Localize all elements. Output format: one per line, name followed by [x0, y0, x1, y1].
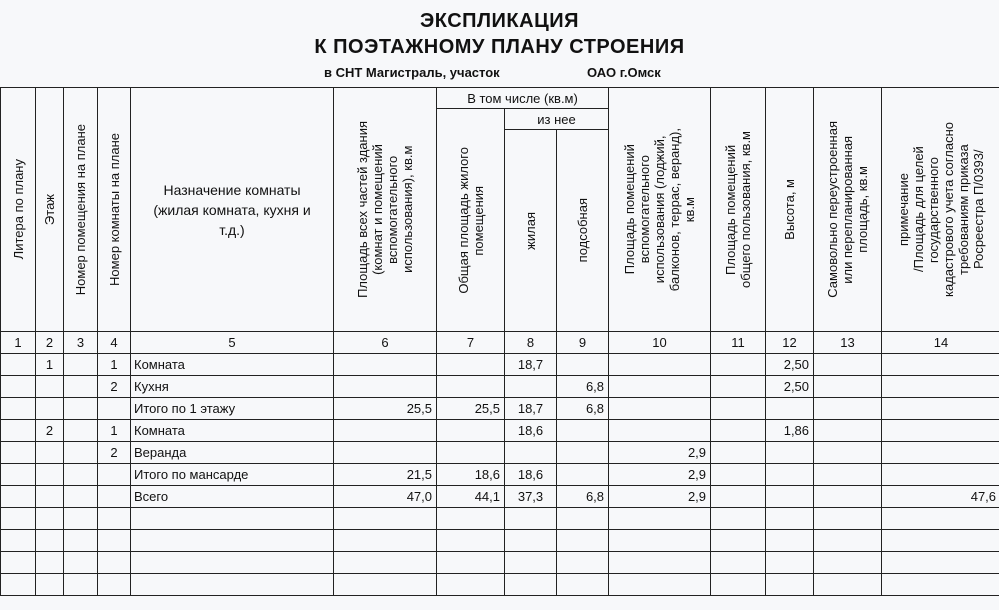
table-cell: 25,5	[437, 398, 505, 420]
table-cell	[505, 530, 557, 552]
column-number-row	[1, 332, 999, 354]
table-cell	[1, 420, 36, 442]
table-cell	[1, 376, 36, 398]
table-cell: 1,86	[766, 420, 814, 442]
col-number: 13	[814, 332, 882, 354]
table-cell	[437, 574, 505, 596]
table-cell	[814, 464, 882, 486]
table-cell	[131, 530, 334, 552]
table-cell	[437, 552, 505, 574]
table-cell: Веранда	[131, 442, 334, 464]
table-cell	[711, 442, 766, 464]
table-cell	[36, 398, 64, 420]
table-cell	[766, 442, 814, 464]
col-number: 12	[766, 332, 814, 354]
table-cell	[131, 508, 334, 530]
table-cell	[1, 508, 36, 530]
table-cell: 1	[36, 354, 64, 376]
organization-label: ОАО г.Омск	[587, 65, 661, 80]
table-cell: Итого по 1 этажу	[131, 398, 334, 420]
table-cell	[334, 552, 437, 574]
col-header-litera: Литера по плану	[1, 88, 36, 332]
table-cell	[557, 442, 609, 464]
col-number: 4	[98, 332, 131, 354]
table-cell	[1, 442, 36, 464]
table-cell: 25,5	[334, 398, 437, 420]
table-cell	[609, 398, 711, 420]
table-row	[1, 398, 999, 420]
table-cell: 47,6	[882, 486, 999, 508]
col-header-note: примечание /Площадь для целей государственного кадастрового учета согласно требованиям приказа Росреестра П/0393/	[882, 88, 999, 332]
table-cell	[505, 508, 557, 530]
table-row	[1, 354, 999, 376]
table-cell: 18,7	[505, 354, 557, 376]
table-cell	[64, 464, 98, 486]
table-cell	[437, 508, 505, 530]
table-cell	[711, 552, 766, 574]
table-cell	[766, 486, 814, 508]
table-cell	[766, 464, 814, 486]
col-header-height: Высота, м	[766, 88, 814, 332]
table-cell	[557, 530, 609, 552]
table-cell	[64, 486, 98, 508]
table-cell	[814, 420, 882, 442]
table-cell: 44,1	[437, 486, 505, 508]
table-cell	[882, 530, 999, 552]
table-cell	[437, 530, 505, 552]
table-cell: 18,7	[505, 398, 557, 420]
table-cell	[98, 552, 131, 574]
table-cell	[36, 464, 64, 486]
table-row	[1, 464, 999, 486]
table-cell	[882, 574, 999, 596]
table-cell	[36, 442, 64, 464]
table-cell	[711, 464, 766, 486]
col-number: 3	[64, 332, 98, 354]
col-number: 14	[882, 332, 999, 354]
table-cell	[711, 420, 766, 442]
table-cell	[36, 530, 64, 552]
table-cell	[814, 376, 882, 398]
col-number: 11	[711, 332, 766, 354]
table-cell	[814, 574, 882, 596]
table-cell	[437, 420, 505, 442]
table-cell	[64, 574, 98, 596]
table-cell	[64, 552, 98, 574]
table-cell	[711, 530, 766, 552]
table-cell	[131, 552, 334, 574]
col-header-auxiliary-area: Площадь помещений вспомогательного использования (лоджий, балконов, террас, веранд), кв.м	[609, 88, 711, 332]
table-cell	[64, 420, 98, 442]
table-cell	[609, 552, 711, 574]
table-cell	[1, 486, 36, 508]
table-cell	[505, 442, 557, 464]
table-cell	[814, 398, 882, 420]
table-cell	[36, 486, 64, 508]
col-group-including: В том числе (кв.м)	[437, 88, 609, 109]
table-cell	[64, 398, 98, 420]
table-cell	[64, 354, 98, 376]
table-cell	[98, 508, 131, 530]
table-cell	[609, 376, 711, 398]
col-header-utility: подсобная	[557, 130, 609, 332]
table-cell	[766, 508, 814, 530]
table-cell	[814, 508, 882, 530]
table-cell	[557, 552, 609, 574]
table-cell: 2,9	[609, 464, 711, 486]
table-row	[1, 552, 999, 574]
table-cell: Комната	[131, 354, 334, 376]
explication-table	[0, 87, 999, 596]
table-cell: 2,50	[766, 354, 814, 376]
table-cell	[609, 574, 711, 596]
table-cell	[1, 552, 36, 574]
table-cell: 2,9	[609, 486, 711, 508]
table-cell	[609, 530, 711, 552]
table-row	[1, 574, 999, 596]
table-cell: 6,8	[557, 398, 609, 420]
table-cell	[557, 574, 609, 596]
table-cell	[1, 398, 36, 420]
col-header-common-area: Площадь помещений общего пользования, кв.м	[711, 88, 766, 332]
table-cell: 1	[98, 354, 131, 376]
table-cell	[437, 376, 505, 398]
col-number: 2	[36, 332, 64, 354]
table-cell	[505, 574, 557, 596]
table-row	[1, 420, 999, 442]
table-cell: 18,6	[505, 420, 557, 442]
table-cell	[437, 442, 505, 464]
table-cell	[334, 530, 437, 552]
col-header-floor: Этаж	[36, 88, 64, 332]
table-cell	[882, 464, 999, 486]
table-row	[1, 442, 999, 464]
table-cell	[505, 376, 557, 398]
document-title: ЭКСПЛИКАЦИЯ	[420, 10, 579, 32]
table-cell	[334, 508, 437, 530]
table-cell	[882, 376, 999, 398]
table-cell	[814, 552, 882, 574]
table-cell: 2	[36, 420, 64, 442]
table-cell: 18,6	[437, 464, 505, 486]
table-cell	[882, 552, 999, 574]
table-cell	[711, 486, 766, 508]
table-cell	[334, 354, 437, 376]
table-cell	[334, 420, 437, 442]
table-row	[1, 530, 999, 552]
table-cell: 6,8	[557, 376, 609, 398]
table-cell	[557, 354, 609, 376]
table-cell: 6,8	[557, 486, 609, 508]
table-cell	[1, 464, 36, 486]
table-cell	[36, 574, 64, 596]
table-cell	[766, 398, 814, 420]
col-number: 10	[609, 332, 711, 354]
table-cell	[609, 354, 711, 376]
col-number: 7	[437, 332, 505, 354]
table-cell	[1, 530, 36, 552]
table-cell	[766, 530, 814, 552]
table-cell: Кухня	[131, 376, 334, 398]
col-number: 1	[1, 332, 36, 354]
table-cell	[557, 420, 609, 442]
table-cell	[334, 442, 437, 464]
col-subgroup-of-which: из нее	[505, 109, 609, 130]
col-header-living: жилая	[505, 130, 557, 332]
table-cell	[437, 354, 505, 376]
table-cell	[711, 354, 766, 376]
table-cell	[36, 376, 64, 398]
table-cell	[1, 574, 36, 596]
col-header-purpose: Назначение комнаты (жилая комната, кухня и т.д.)	[131, 88, 334, 332]
table-cell	[882, 420, 999, 442]
table-cell	[98, 574, 131, 596]
col-header-room-number: Номер комнаты на плане	[98, 88, 131, 332]
table-cell: 47,0	[334, 486, 437, 508]
col-header-living-total: Общая площадь жилого помещения	[437, 109, 505, 332]
document-subtitle: К ПОЭТАЖНОМУ ПЛАНУ СТРОЕНИЯ	[314, 36, 685, 58]
col-header-unauthorized-area: Самовольно переустроенная или перепланированная площадь, кв.м	[814, 88, 882, 332]
table-cell	[64, 530, 98, 552]
table-cell	[557, 508, 609, 530]
table-cell: 1	[98, 420, 131, 442]
table-cell: 2	[98, 376, 131, 398]
table-cell	[814, 442, 882, 464]
table-cell	[334, 574, 437, 596]
table-row	[1, 376, 999, 398]
table-cell: 18,6	[505, 464, 557, 486]
table-cell: 21,5	[334, 464, 437, 486]
table-cell	[882, 442, 999, 464]
table-cell: 2	[98, 442, 131, 464]
table-cell	[711, 574, 766, 596]
table-cell: 37,3	[505, 486, 557, 508]
table-cell	[609, 420, 711, 442]
table-cell: 2,9	[609, 442, 711, 464]
table-cell	[334, 376, 437, 398]
col-header-total-area: Площадь всех частей здания (комнат и помещений вспомогательного использования), кв.м	[334, 88, 437, 332]
table-cell	[711, 376, 766, 398]
table-cell	[64, 508, 98, 530]
table-cell: Комната	[131, 420, 334, 442]
table-row	[1, 508, 999, 530]
col-number: 8	[505, 332, 557, 354]
table-cell	[814, 486, 882, 508]
table-cell	[64, 376, 98, 398]
col-number: 9	[557, 332, 609, 354]
table-cell: Всего	[131, 486, 334, 508]
table-cell	[505, 552, 557, 574]
table-cell	[1, 354, 36, 376]
table-cell	[557, 464, 609, 486]
col-number: 5	[131, 332, 334, 354]
table-cell	[36, 508, 64, 530]
col-number: 6	[334, 332, 437, 354]
table-cell: Итого по мансарде	[131, 464, 334, 486]
table-cell	[609, 508, 711, 530]
table-cell	[64, 442, 98, 464]
table-cell	[711, 508, 766, 530]
table-cell: 2,50	[766, 376, 814, 398]
table-cell	[814, 530, 882, 552]
table-cell	[98, 530, 131, 552]
table-cell	[98, 486, 131, 508]
table-body	[1, 354, 999, 596]
table-cell	[882, 354, 999, 376]
table-cell	[98, 464, 131, 486]
table-cell	[882, 398, 999, 420]
table-cell	[766, 552, 814, 574]
table-cell	[711, 398, 766, 420]
table-row	[1, 486, 999, 508]
table-cell	[766, 574, 814, 596]
table-cell	[131, 574, 334, 596]
table-cell	[814, 354, 882, 376]
table-cell	[98, 398, 131, 420]
table-cell	[882, 508, 999, 530]
table-cell	[36, 552, 64, 574]
location-label: в СНТ Магистраль, участок	[324, 65, 500, 80]
col-header-premises-number: Номер помещения на плане	[64, 88, 98, 332]
